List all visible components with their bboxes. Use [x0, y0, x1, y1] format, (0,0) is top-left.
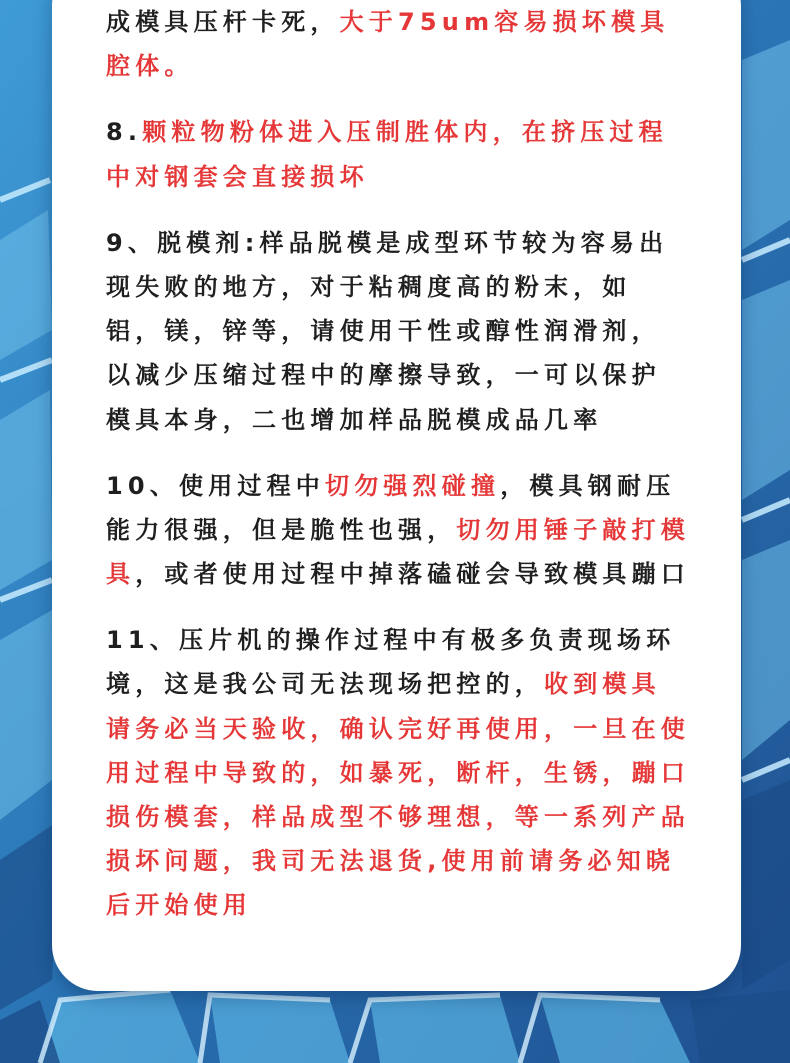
body-text: 11、压片机的操作过程中有极多负责现场环 — [106, 626, 676, 655]
text-line — [106, 353, 736, 397]
highlighted-text: 大于75um容易损坏模具 — [339, 8, 670, 36]
highlighted-text: 颗粒物粉体进入压制胜体内，在挤压过程 — [142, 118, 668, 147]
text-line — [106, 221, 736, 265]
highlighted-text: 切勿强烈碰撞 — [325, 471, 501, 500]
text-line — [106, 552, 736, 596]
body-text: 成模具压杆卡死， — [106, 8, 340, 36]
text-line — [106, 110, 736, 154]
document-text — [106, 0, 736, 950]
text-line — [106, 464, 736, 508]
text-line — [106, 508, 736, 552]
body-text: 现失败的地方，对于粘稠度高的粉末，如 — [106, 272, 632, 301]
highlighted-text: 用过程中导致的，如暴死，断杆，生锈，蹦口 — [106, 758, 690, 787]
body-text: 能力很强，但是脆性也强， — [106, 515, 457, 544]
text-line — [106, 883, 736, 927]
text-line — [106, 398, 736, 442]
text-line — [106, 751, 736, 795]
highlighted-text: 具 — [106, 560, 136, 589]
highlighted-text: 收到模具 — [544, 670, 661, 699]
body-text: 8. — [106, 118, 143, 147]
body-text: ，或者使用过程中掉落磕碰会导致模具蹦口 — [135, 560, 691, 589]
body-text: 10、使用过程中 — [106, 471, 325, 500]
text-line — [106, 707, 736, 751]
text-line — [106, 618, 736, 662]
text-line — [106, 795, 736, 839]
highlighted-text: 损伤模套，样品成型不够理想，等一系列产品 — [106, 803, 690, 831]
highlighted-text: 后开始使用 — [106, 891, 252, 920]
paragraph-9 — [106, 221, 736, 442]
paragraph-7-continued — [106, 0, 736, 88]
text-line — [106, 309, 736, 353]
text-line — [106, 265, 736, 309]
body-text: 模具本身，二也增加样品脱模成品几率 — [106, 405, 603, 434]
highlighted-text: 请务必当天验收，确认完好再使用，一旦在使 — [106, 714, 690, 743]
highlighted-text: 中对钢套会直接损坏 — [106, 162, 369, 191]
text-line — [106, 155, 736, 199]
body-text: ，模具钢耐压 — [500, 471, 676, 500]
highlighted-text: 损坏问题，我司无法退货,使用前请务必知晓 — [106, 847, 676, 876]
body-text: 9、脱模剂:样品脱模是成型环节较为容易出 — [106, 228, 669, 257]
text-line — [106, 44, 736, 88]
text-line — [106, 839, 736, 883]
body-text: 铝，镁，锌等，请使用干性或醇性润滑剂， — [106, 317, 661, 346]
text-line — [106, 0, 736, 44]
paragraph-10 — [106, 464, 736, 597]
body-text: 以减少压缩过程中的摩擦导致，一可以保护 — [106, 361, 661, 390]
highlighted-text: 腔体。 — [106, 52, 194, 81]
text-line — [106, 662, 736, 706]
body-text: 境，这是我公司无法现场把控的， — [106, 670, 544, 699]
highlighted-text: 切勿用锤子敲打模 — [456, 515, 691, 544]
paragraph-8 — [106, 110, 736, 198]
paragraph-11 — [106, 618, 736, 927]
